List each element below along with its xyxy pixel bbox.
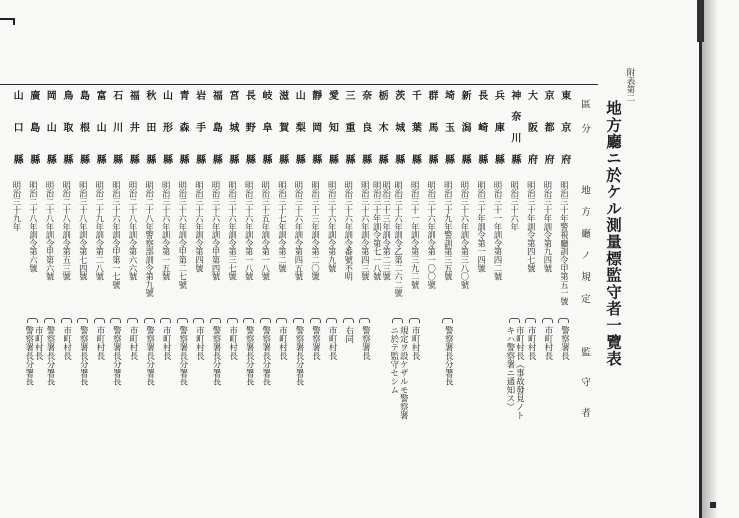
table-column (190, 85, 207, 427)
regulation-cell: 明治三十三年訓令第二三號 明治三十年訓令第七一八號 (372, 181, 392, 281)
table-column (323, 85, 340, 427)
custodian-cell: 警察署長分署長 (144, 326, 155, 386)
regulation-cell: 明治二十九年訓令第二八號 (94, 181, 105, 281)
prefecture-name: 岩手縣 (193, 90, 205, 164)
prefecture-name: 兵庫縣 (492, 90, 504, 164)
regulation-cell: 明治三十六年訓令第九號 (327, 181, 338, 273)
table-column (107, 85, 124, 427)
table-column (406, 85, 423, 427)
table-column (41, 85, 58, 427)
table-column (373, 85, 390, 427)
custodian-cell: 警察署長 (559, 326, 570, 360)
prefecture-name: 石川縣 (110, 90, 122, 164)
prefecture-name: 青森縣 (177, 90, 189, 164)
prefecture-name: 富山縣 (94, 90, 106, 164)
custodian-cell: 市町村長（事故發見ノトキハ警察署ニ通知ス） (504, 326, 525, 420)
table-column (356, 85, 373, 427)
regulation-cell: 明治三十一年訓令第三九二號 (410, 181, 421, 289)
table-column (224, 85, 241, 427)
prefecture-name: 栃木縣 (376, 90, 388, 164)
appendix-label: 附表第二 (625, 68, 635, 102)
prefecture-name: 長崎縣 (475, 90, 487, 164)
custodian-cell: 市町村長 (227, 326, 238, 360)
custodian-cell: 市町村長 (194, 326, 205, 360)
table-column (489, 85, 506, 427)
table-column (290, 85, 307, 427)
regulation-cell: 明治三十六年訓令甲第四號 (210, 181, 221, 281)
table-column (157, 85, 174, 427)
custodian-cell: 市町村長 (410, 326, 421, 360)
custodian-cell: 市町村長 (161, 326, 172, 360)
regulation-cell: 明治三十一年訓令第四二號 (493, 181, 504, 281)
regulation-cell: 明治二十八年訓令第五三號 (61, 181, 72, 281)
prefecture-name: 大阪府 (525, 90, 537, 164)
regulation-cell: 明治三十年訓令第一四號 (476, 181, 487, 273)
header-column (574, 85, 594, 427)
regulation-cell: 明治三十五年訓令第一八號 (260, 181, 271, 281)
prefecture-name: 秋田縣 (143, 90, 155, 164)
regulation-cell: 明治三十六年 (509, 181, 520, 231)
custodian-cell: 警察署長分署長 (260, 326, 271, 386)
prefecture-name: 山形縣 (160, 90, 172, 164)
header-division: 區分 (579, 99, 590, 133)
prefecture-name: 茨城縣 (392, 90, 404, 164)
regulation-cell: 明治二十八年訓令第六號 (28, 181, 39, 273)
prefecture-name: 京都府 (542, 90, 554, 164)
table-column (439, 85, 456, 427)
regulation-cell: 明治三十九年警訓第三五號 (443, 181, 454, 281)
table-column (539, 85, 556, 427)
regulation-cell: 明治三十六年訓令甲第二七號 (177, 181, 188, 289)
regulation-cell: 明治三十六年訓令第一〇〇號 (426, 181, 437, 289)
table-column (240, 85, 257, 427)
prefecture-name: 鳥取縣 (60, 90, 72, 164)
prefecture-name: 東京府 (558, 90, 570, 164)
prefecture-name: 島根縣 (77, 90, 89, 164)
table-column (207, 85, 224, 427)
header-regulation: 地方廳ノ規定 (579, 185, 590, 303)
custodian-cell: 警察署長分署長 (210, 326, 221, 386)
prefecture-name: 滋賀縣 (276, 90, 288, 164)
page-binding-edge (699, 0, 702, 518)
prefecture-name: 宮城縣 (226, 90, 238, 164)
table-column (555, 85, 572, 427)
prefecture-name: 福島縣 (210, 90, 222, 164)
binding-top-mark (697, 0, 704, 42)
prefecture-name: 長野縣 (243, 90, 255, 164)
regulation-cell: 明治三十年訓令第四七號 (526, 181, 537, 273)
custodian-cell: 警察署長分署長 (293, 326, 304, 386)
prefecture-name: 山梨縣 (293, 90, 305, 164)
prefecture-name: 群馬縣 (425, 90, 437, 164)
prefecture-name: 新潟縣 (459, 90, 471, 164)
custodian-cell: 警察署長 (310, 326, 321, 360)
regulation-cell: 明治三十六年訓令第一八號 (244, 181, 255, 281)
regulation-cell: 明治三十六年訓令第四五號 (293, 181, 304, 281)
prefecture-name: 愛知縣 (326, 90, 338, 164)
page-title: 地方廳ニ於ケル測量標監守者一覽表 (604, 100, 623, 366)
custodian-cell: 警察署長 (360, 326, 371, 360)
prefecture-name: 神奈川縣 (508, 90, 520, 164)
prefecture-name: 岐阜縣 (260, 90, 272, 164)
custodian-cell: 市町村長 警察署長分署長 (23, 326, 44, 386)
table-column (307, 85, 324, 427)
table-column (74, 85, 91, 427)
scan-corner-mark (0, 18, 15, 25)
binding-shadow (702, 0, 718, 518)
regulation-cell: 明治三十六年訓令第四三號 (360, 181, 371, 281)
table-column (23, 85, 44, 427)
custodian-cell: 市町村長 (277, 326, 288, 360)
table-column (124, 85, 141, 427)
regulation-cell: 明治三十六年訓令第四號 (194, 181, 205, 273)
table-column (257, 85, 274, 427)
prefecture-name: 廣島縣 (27, 90, 39, 164)
prefecture-name: 千葉縣 (409, 90, 421, 164)
custodian-cell: 市町村長 (542, 326, 553, 360)
regulation-cell: 明治三十三年訓令第二〇號 (310, 181, 321, 281)
regulation-cell: 明治三十年訓令第九四號 (542, 181, 553, 273)
header-custodian: 監守者 (579, 347, 590, 417)
regulation-cell: 明治二十八年警察部訓令第九號 (144, 181, 155, 298)
custodian-cell: 警察署長分署長 (443, 326, 454, 386)
custodian-cell: 規定ヲ設ケザルモ警察署ニ於テ監守セシム (388, 326, 409, 420)
regulation-cell: 明治二十八年訓令甲第六號 (45, 181, 56, 281)
custodian-cell: 警察署長分署長 (244, 326, 255, 386)
custodian-cell: 警察署長分署長 (111, 326, 122, 386)
table-column (522, 85, 539, 427)
regulation-cell: 明治三十九年 (11, 181, 22, 231)
custodian-cell: 市町村長 (61, 326, 72, 360)
custodian-cell: 警察署長分署長 (45, 326, 56, 386)
custodian-cell: 警察署長分署長 (78, 326, 89, 386)
prefecture-name: 奈良縣 (359, 90, 371, 164)
scan-edge-mark (710, 502, 716, 508)
table-column (423, 85, 440, 427)
table-column (472, 85, 489, 427)
regulation-cell: 明治三十六年訓令甲第一七號 (111, 181, 122, 289)
regulation-cell: 明治三十六年訓令第一五號 (161, 181, 172, 281)
regulation-cell: 明治三十七年訓令第二號 (277, 181, 288, 273)
table-column (340, 85, 357, 427)
table-column (174, 85, 191, 427)
prefecture-name: 三重縣 (342, 90, 354, 164)
table-column (273, 85, 290, 427)
table-column (58, 85, 75, 427)
custodian-cell: 警察署長分署長 (177, 326, 188, 386)
table-column (456, 85, 473, 427)
table-column (388, 85, 409, 427)
regulation-cell: 明治三十年警視廳訓令甲第五一號 (559, 181, 570, 306)
regulation-cell: 明治三十八年訓令第七四號 (78, 181, 89, 281)
table-column (8, 85, 25, 427)
regulation-cell: 明治二十八年訓令第六六號 (128, 181, 139, 281)
table-column (91, 85, 108, 427)
regulation-cell: 明治三十六年訓令乙第二六二號 (393, 181, 404, 298)
table-body (6, 85, 572, 427)
custodian-cell: 市町村長 (94, 326, 105, 360)
prefecture-name: 靜岡縣 (309, 90, 321, 164)
regulation-cell: 明治三十六年訓令第三八〇號 (459, 181, 470, 289)
custodian-cell: 市町村長 (327, 326, 338, 360)
table-column (506, 85, 523, 427)
regulation-cell: 明治三十六年訓令番號不明 (343, 181, 354, 281)
custodian-cell: 右同 (343, 326, 354, 343)
custodian-table (0, 84, 598, 427)
prefecture-name: 山口縣 (11, 90, 23, 164)
prefecture-name: 岡山縣 (44, 90, 56, 164)
regulation-cell: 明治三十六年訓令第三七號 (227, 181, 238, 281)
prefecture-name: 福井縣 (127, 90, 139, 164)
custodian-cell: 市町村長 (128, 326, 139, 360)
table-column (141, 85, 158, 427)
prefecture-name: 埼玉縣 (442, 90, 454, 164)
custodian-cell: 市町村長 (526, 326, 537, 360)
